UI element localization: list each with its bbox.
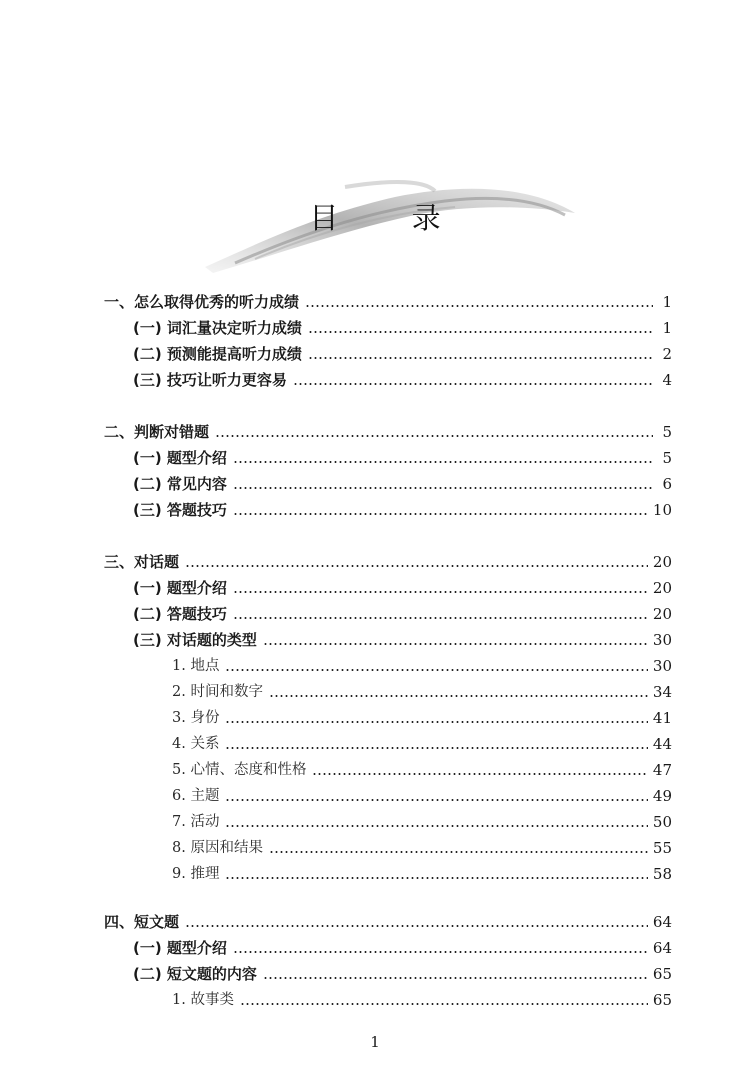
toc-label: 8. 原因和结果 bbox=[172, 840, 263, 856]
toc-leader-dots bbox=[225, 747, 647, 749]
toc-page-number: 65 bbox=[652, 991, 672, 1009]
toc-entry[interactable] bbox=[172, 807, 672, 831]
toc-leader-dots bbox=[215, 435, 653, 437]
toc-entry[interactable] bbox=[172, 703, 672, 727]
toc-leader-dots bbox=[233, 513, 648, 515]
toc-entry[interactable] bbox=[133, 443, 672, 467]
toc-label: 3. 身份 bbox=[172, 710, 220, 726]
toc-entry[interactable] bbox=[172, 651, 672, 675]
toc-entry[interactable] bbox=[172, 833, 672, 857]
toc-entry[interactable] bbox=[133, 495, 672, 519]
toc-page-number: 5 bbox=[662, 449, 672, 467]
toc-label: (一) 词汇量决定听力成绩 bbox=[133, 319, 302, 337]
toc-leader-dots bbox=[233, 617, 648, 619]
toc-entry[interactable] bbox=[133, 365, 672, 389]
toc-page-number: 2 bbox=[662, 345, 672, 363]
toc-entry[interactable] bbox=[172, 729, 672, 753]
toc-label: (二) 答题技巧 bbox=[133, 605, 227, 623]
toc-page-number: 55 bbox=[652, 839, 672, 857]
toc-label: 6. 主题 bbox=[172, 788, 220, 804]
toc-label: 1. 故事类 bbox=[172, 992, 234, 1008]
toc-entry[interactable] bbox=[172, 677, 672, 701]
toc-leader-dots bbox=[263, 643, 648, 645]
toc-leader-dots bbox=[233, 951, 648, 953]
toc-leader-dots bbox=[185, 925, 648, 927]
toc-page-number: 1 bbox=[662, 319, 672, 337]
toc-page-number: 30 bbox=[652, 657, 672, 675]
toc-page-number: 64 bbox=[652, 939, 672, 957]
toc-leader-dots bbox=[185, 565, 648, 567]
toc-entry[interactable] bbox=[104, 907, 672, 931]
toc-page-number: 47 bbox=[652, 761, 672, 779]
toc-entry[interactable] bbox=[172, 859, 672, 883]
toc-label: (二) 预测能提高听力成绩 bbox=[133, 345, 302, 363]
toc-entry[interactable] bbox=[172, 985, 672, 1009]
toc-entry[interactable] bbox=[133, 339, 672, 363]
toc-label: (一) 题型介绍 bbox=[133, 449, 227, 467]
toc-leader-dots bbox=[233, 487, 653, 489]
toc-leader-dots bbox=[225, 877, 647, 879]
toc-label: (一) 题型介绍 bbox=[133, 939, 227, 957]
toc-leader-dots bbox=[225, 799, 647, 801]
toc-page-number: 4 bbox=[662, 371, 672, 389]
toc-page-number: 44 bbox=[652, 735, 672, 753]
toc-entry[interactable] bbox=[172, 755, 672, 779]
toc-page-number: 20 bbox=[652, 553, 672, 571]
toc-page-number: 41 bbox=[652, 709, 672, 727]
toc-leader-dots bbox=[308, 331, 653, 333]
toc-label: 9. 推理 bbox=[172, 866, 220, 882]
toc-leader-dots bbox=[263, 977, 648, 979]
toc-entry[interactable] bbox=[133, 573, 672, 597]
toc-label: 二、判断对错题 bbox=[104, 423, 210, 441]
toc-page-number: 58 bbox=[652, 865, 672, 883]
toc-label: (二) 短文题的内容 bbox=[133, 965, 257, 983]
toc-label: (三) 技巧让听力更容易 bbox=[133, 371, 287, 389]
toc-label: 5. 心情、态度和性格 bbox=[172, 762, 307, 778]
page-number-footer: 1 bbox=[370, 1033, 380, 1051]
toc-label: (三) 答题技巧 bbox=[133, 501, 227, 519]
toc-page-number: 34 bbox=[652, 683, 672, 701]
toc-page-number: 49 bbox=[652, 787, 672, 805]
toc-label: 1. 地点 bbox=[172, 658, 220, 674]
toc-page-number: 64 bbox=[652, 913, 672, 931]
toc-label: 四、短文题 bbox=[104, 913, 180, 931]
toc-leader-dots bbox=[233, 591, 648, 593]
toc-leader-dots bbox=[225, 669, 647, 671]
toc-page-number: 5 bbox=[662, 423, 672, 441]
toc-label: (二) 常见内容 bbox=[133, 475, 227, 493]
toc-entry[interactable] bbox=[104, 547, 672, 571]
toc-leader-dots bbox=[293, 383, 653, 385]
toc-page-number: 10 bbox=[652, 501, 672, 519]
toc-leader-dots bbox=[305, 305, 653, 307]
toc-entry[interactable] bbox=[172, 781, 672, 805]
toc-entry[interactable] bbox=[133, 959, 672, 983]
toc-page-number: 50 bbox=[652, 813, 672, 831]
toc-page-number: 6 bbox=[662, 475, 672, 493]
toc-label: (一) 题型介绍 bbox=[133, 579, 227, 597]
toc-entry[interactable] bbox=[133, 313, 672, 337]
toc-page-number: 1 bbox=[662, 293, 672, 311]
toc-label: 4. 关系 bbox=[172, 736, 220, 752]
toc-label: 一、怎么取得优秀的听力成绩 bbox=[104, 293, 300, 311]
toc-label: 三、对话题 bbox=[104, 553, 180, 571]
toc-entry[interactable] bbox=[133, 599, 672, 623]
toc-leader-dots bbox=[308, 357, 653, 359]
toc-leader-dots bbox=[225, 825, 647, 827]
toc-entry[interactable] bbox=[104, 287, 672, 311]
toc-leader-dots bbox=[269, 695, 648, 697]
toc-label: 2. 时间和数字 bbox=[172, 684, 263, 700]
toc-leader-dots bbox=[269, 851, 648, 853]
toc-leader-dots bbox=[233, 461, 653, 463]
toc-leader-dots bbox=[240, 1003, 648, 1005]
toc-leader-dots bbox=[225, 721, 647, 723]
toc-entry[interactable] bbox=[133, 469, 672, 493]
page-title: 目 录 bbox=[309, 201, 473, 235]
toc-label: 7. 活动 bbox=[172, 814, 220, 830]
toc-page-number: 65 bbox=[652, 965, 672, 983]
toc-label: (三) 对话题的类型 bbox=[133, 631, 257, 649]
toc-leader-dots bbox=[312, 773, 647, 775]
toc-entry[interactable] bbox=[133, 625, 672, 649]
toc-page-number: 20 bbox=[652, 579, 672, 597]
toc-entry[interactable] bbox=[133, 933, 672, 957]
toc-page-number: 20 bbox=[652, 605, 672, 623]
toc-page-number: 30 bbox=[652, 631, 672, 649]
toc-entry[interactable] bbox=[104, 417, 672, 441]
